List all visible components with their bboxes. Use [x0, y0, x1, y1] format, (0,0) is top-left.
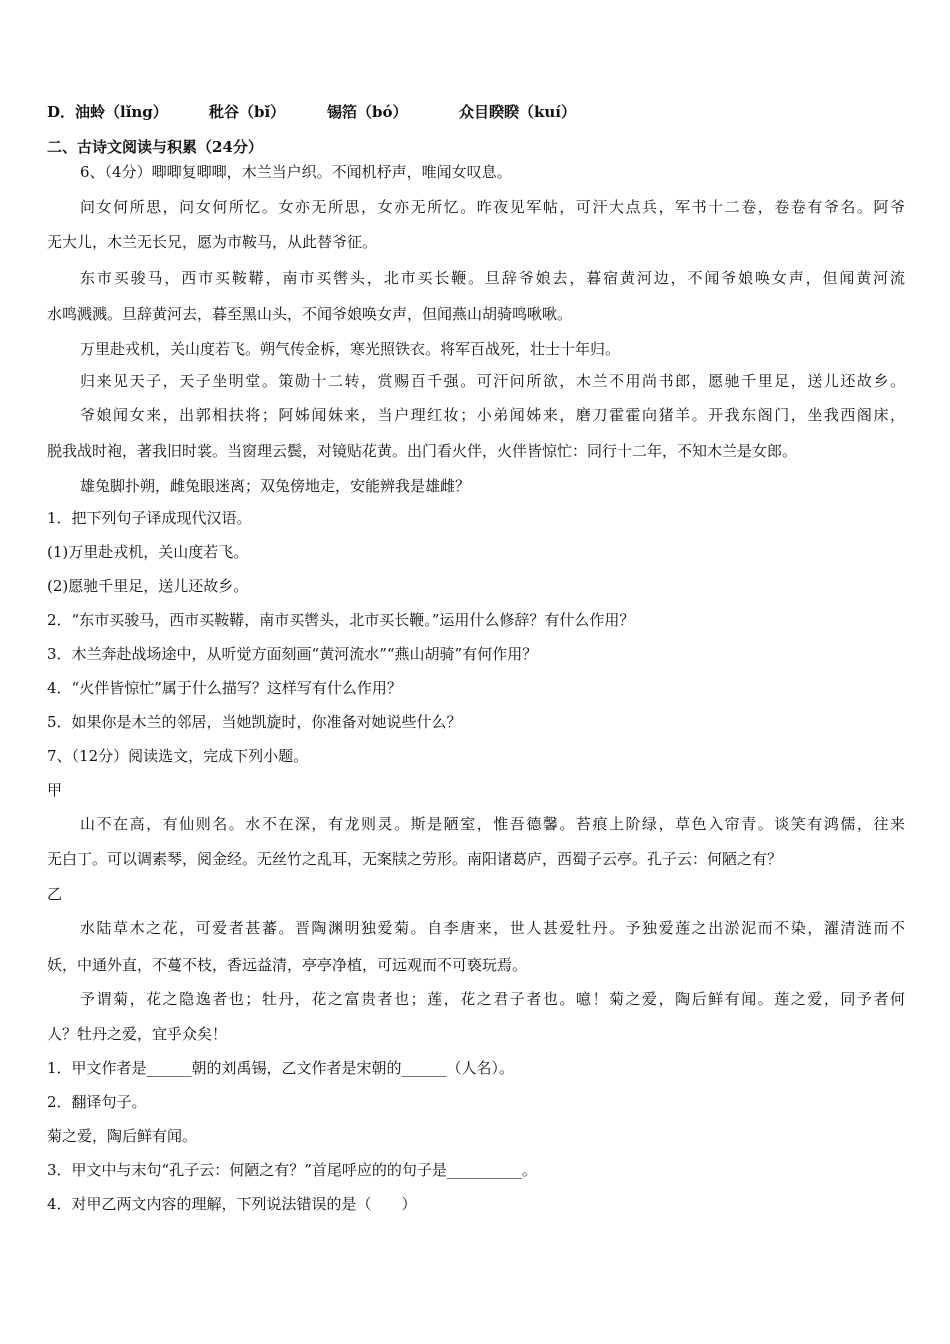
q6-poem-line-3: 无大儿，木兰无长兄，愿为市鞍马，从此替爷征。: [47, 233, 378, 251]
q7-jia-line-2: 无白丁。可以调素琴，阅金经。无丝竹之乱耳，无案牍之劳形。南阳诸葛庐，西蜀子云亭。孔子云：何陋之有？: [47, 850, 783, 868]
q6-poem-line-2: 问女何所思，问女何所忆。女亦无所思，女亦无所忆。昨夜见军帖，可汗大点兵，军书十二卷，卷卷有爷名。阿爷: [80, 198, 905, 216]
q7-jia-label: 甲: [47, 781, 63, 799]
q7-question-1: 1．甲文作者是______朝的刘禹锡，乙文作者是宋朝的______（人名）。: [47, 1059, 515, 1077]
q6-poem-line-10: 雄兔脚扑朔，雌兔眼迷离；双兔傍地走，安能辨我是雄雌？: [80, 477, 471, 495]
q7-question-4: 4．对甲乙两文内容的理解，下列说法错误的是（ ）: [47, 1195, 417, 1213]
q7-yi-line-2: 妖，中通外直，不蔓不枝，香远益清，亭亭净植，可远观而不可亵玩焉。: [47, 956, 528, 974]
q6-question-5: 5．如果你是木兰的邻居，当她凯旋时，你准备对她说些什么？: [47, 713, 462, 731]
option-d-item-1: 油蛉（lǐng）: [75, 103, 168, 121]
q7-question-2-sentence: 菊之爱，陶后鲜有闻。: [47, 1127, 198, 1145]
q6-question-1: 1．把下列句子译成现代汉语。: [47, 509, 252, 527]
q6-poem-line-7: 归来见天子，天子坐明堂。策勋十二转，赏赐百千强。可汗问所欲，木兰不用尚书郎，愿驰千里足，送儿还故乡。: [80, 372, 905, 390]
q6-poem-line-1: 6、（4分）唧唧复唧唧，木兰当户织。不闻机杼声，唯闻女叹息。: [80, 163, 512, 181]
q6-poem-line-9: 脱我战时袍，著我旧时裳。当窗理云鬓，对镜贴花黄。出门看火伴，火伴皆惊忙：同行十二年，不知木兰是女郎。: [47, 442, 798, 460]
q7-yi-line-4: 人？牡丹之爱，宜乎众矣！: [47, 1025, 228, 1043]
option-d-item-2: 秕谷（bǐ）: [209, 103, 286, 121]
option-d-item-4: 众目睽睽（kuí）: [459, 103, 576, 121]
q6-poem-line-4: 东市买骏马，西市买鞍鞯，南市买辔头，北市买长鞭。旦辞爷娘去，暮宿黄河边，不闻爷娘唤女声，但闻黄河流: [80, 269, 905, 287]
q7-yi-line-3: 予谓菊，花之隐逸者也；牡丹，花之富贵者也；莲，花之君子者也。噫！菊之爱，陶后鲜有闻。莲之爱，同予者何: [80, 990, 905, 1008]
q6-question-1-1: (1)万里赴戎机，关山度若飞。: [47, 543, 249, 561]
q6-poem-line-5: 水鸣溅溅。旦辞黄河去，暮至黑山头，不闻爷娘唤女声，但闻燕山胡骑鸣啾啾。: [47, 305, 573, 323]
q7-intro: 7、（12分）阅读选文，完成下列小题。: [47, 747, 309, 765]
q6-question-4: 4．“火伴皆惊忙”属于什么描写？这样写有什么作用？: [47, 679, 402, 697]
option-d-label: D．: [47, 103, 76, 121]
q7-question-3: 3．甲文中与末句“孔子云：何陋之有？”首尾呼应的的句子是__________。: [47, 1161, 537, 1179]
q7-yi-line-1: 水陆草木之花，可爱者甚蕃。晋陶渊明独爱菊。自李唐来，世人甚爱牡丹。予独爱莲之出淤泥而不染，濯清涟而不: [80, 919, 905, 937]
q6-question-1-2: (2)愿驰千里足，送儿还故乡。: [47, 577, 249, 595]
section-heading: 二、古诗文阅读与积累（24分）: [47, 138, 263, 156]
option-d-item-3: 锡箔（bó）: [327, 103, 408, 121]
option-d-row: [47, 102, 647, 122]
q7-jia-line-1: 山不在高，有仙则名。水不在深，有龙则灵。斯是陋室，惟吾德馨。苔痕上阶绿，草色入帘青。谈笑有鸿儒，往来: [80, 815, 905, 833]
q7-question-2: 2．翻译句子。: [47, 1093, 147, 1111]
q7-yi-label: 乙: [47, 885, 63, 903]
q6-question-2: 2．“东市买骏马，西市买鞍鞯，南市买辔头，北市买长鞭。”运用什么修辞？有什么作用？: [47, 611, 635, 629]
q6-poem-line-8: 爷娘闻女来，出郭相扶将；阿姊闻妹来，当户理红妆；小弟闻姊来，磨刀霍霍向猪羊。开我东阁门，坐我西阁床，: [80, 406, 905, 424]
q6-poem-line-6: 万里赴戎机，关山度若飞。朔气传金柝，寒光照铁衣。将军百战死，壮士十年归。: [80, 340, 621, 358]
q6-question-3: 3．木兰奔赴战场途中，从听觉方面刻画“黄河流水”“燕山胡骑”有何作用？: [47, 645, 538, 663]
